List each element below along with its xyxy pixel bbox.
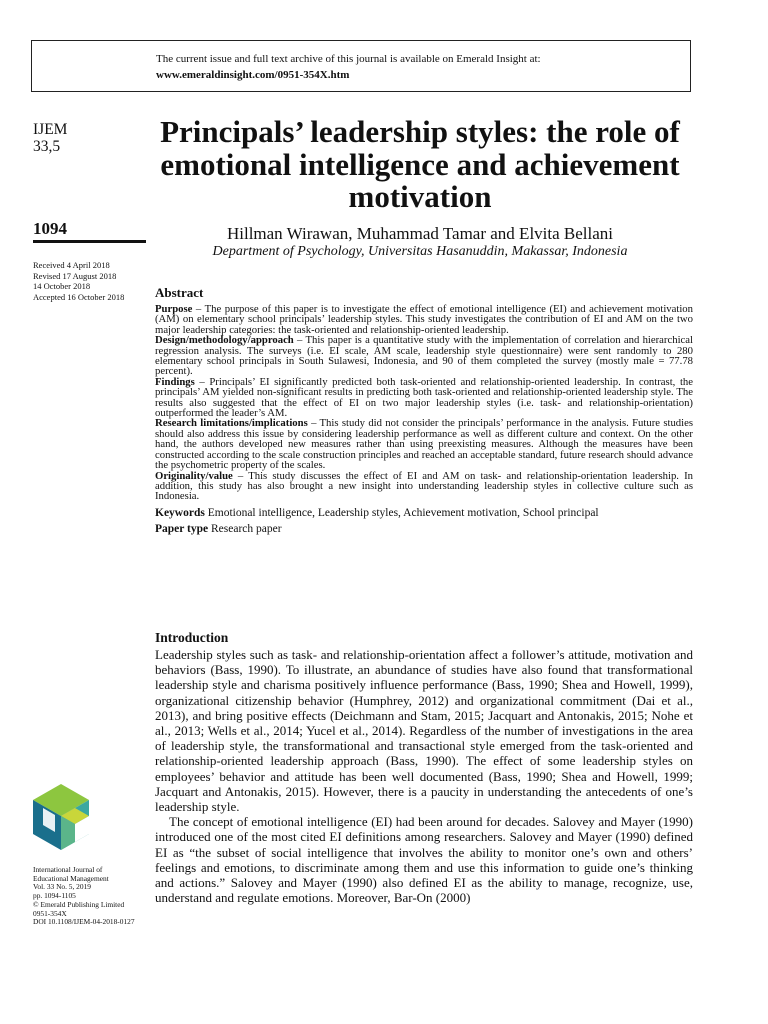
article-title: Principals’ leadership styles: the role of emotional intelligence and achievement motivation [160, 114, 680, 214]
citation-line: pp. 1094-1105 [33, 891, 76, 901]
article-authors: Hillman Wirawan, Muhammad Tamar and Elvita Bellani [226, 224, 614, 243]
citation-line: International Journal of [33, 865, 103, 874]
section-label: Purpose [155, 303, 193, 315]
section-text: – Principals’ EI significantly predicted both task-oriented and relationship-oriented leadership. In contrast, the principals’ AM yielded non-significant results in predicting both task-oriented and relationship-oriented leadership style. The results also suggested that the effect of EI on two major leadership styles (i.e. task- and relationship-orientation) outperformed the leader’s AM. [155, 375, 693, 420]
date-revised-2: 14 October 2018 [33, 281, 91, 292]
citation-line: Vol. 33 No. 5, 2019 [33, 882, 91, 892]
journal-abbr: IJEM [33, 121, 68, 138]
citation-doi: DOI 10.1108/IJEM-04-2018-0127 [33, 917, 135, 927]
abstract-originality [155, 471, 693, 502]
journal-url-link[interactable]: www.emeraldinsight.com/0951-354X.htm [156, 69, 350, 81]
section-text: – This paper is a quantitative study with the implementation of correlation and hierarchical regression analysis. The surveys (i.e. EI scale, AM scale, leadership style questionnaire) were sent randomly to 280 elementary school principals in South Sulawesi, Indonesia, and 90 of them completed the survey (mostly male = 77.78 percent). [155, 334, 693, 378]
section-label: Originality/value [155, 469, 233, 482]
abstract [155, 285, 693, 536]
section-text: – This study did not consider the principals’ performance in the analysis. Future studies should also address this issue by considering leadership performance as well as different culture and context. On the other hand, the authors developed new measures rather than using preexisting measures. Although the measures have been constructed according to the scale construction principles and reached an acceptable standard, future research should advance the psychometric property of the scales. [155, 417, 694, 472]
citation-line: © Emerald Publishing Limited [33, 899, 125, 909]
keywords-text: Emotional intelligence, Leadership styles, Achievement motivation, School principal [204, 506, 599, 519]
abstract-findings [155, 377, 693, 419]
section-label: Design/methodology/approach [155, 334, 294, 347]
citation-line: Educational Management [33, 873, 109, 883]
journal-code [33, 121, 67, 155]
abstract-purpose [155, 304, 693, 335]
introduction-heading: Introduction [155, 630, 229, 645]
keywords [155, 506, 693, 520]
notice-text: The current issue and full text archive of this journal is available on Emerald Insight at: [156, 53, 541, 65]
paper-type-label: Paper type [155, 522, 209, 535]
volume-issue: 33,5 [33, 138, 61, 155]
submission-dates [33, 260, 124, 302]
section-text: – This study discusses the effect of EI and AM on task- and relationship-orientation leadership. In addition, this study has also brought a new insight into understanding leadership styles in collective culture such as Indonesia. [155, 469, 693, 503]
page-number-rule [33, 240, 146, 243]
abstract-heading: Abstract [155, 285, 204, 300]
intro-paragraph-2: The concept of emotional intelligence (EI) had been around for decades. Salovey and Mayer (1990) introduced one of the most cited EI definitions among researchers. Salovey and Mayer (1990) defined EI as “the subset of social intelligence that involves the ability to monitor one’s own and others’ feelings and emotions, to discriminate among them and use this information to guide one’s thinking and actions.” Salovey and Mayer (1990) also defined EI as the ability to manage, recognize, use, understand and regulate emotions. Moreover, Bar-On (2000) [155, 814, 693, 906]
section-label: Findings [155, 375, 195, 388]
date-revised: Revised 17 August 2018 [33, 270, 117, 281]
section-label: Research limitations/implications [155, 417, 308, 430]
journal-access-notice [31, 40, 691, 92]
paper-type-text: Research paper [208, 522, 282, 535]
citation-line: 0951-354X [33, 908, 67, 918]
section-text: – The purpose of this paper is to investigate the effect of emotional intelligence (EI) and achievement motivation (AM) on elementary school principals’ leadership styles. This study investigates the contribution of EI and AM on the two major leadership categories: the task-oriented and relationship-oriented leadership. [155, 303, 693, 336]
author-affiliation: Department of Psychology, Universitas Hasanuddin, Makassar, Indonesia [212, 244, 628, 259]
page-number: 1094 [33, 219, 67, 238]
date-received: Received 4 April 2018 [33, 260, 110, 270]
keywords-label: Keywords [155, 506, 205, 519]
intro-paragraph-1: Leadership styles such as task- and relationship-orientation affect a follower’s attitude, motivation and behaviors (Bass, 1990). To illustrate, an abundance of studies have also found that transformational leadership style and charisma positively influence performance (Bass, 1990; Shea and Howell, 1999), organizational citizenship behavior (Humphrey, 2012) and organizational commitment (Dai et al., 2013), and bring positive effects (Deichmann and Stam, 2015; Jacquart and Antonakis, 2015; Nohe et al., 2013; Wells et al., 2014; Yucel et al., 2014). Regardless of the number of investigations in the area of leadership style, the transformational and transactional style emerged from the task-oriented and relationship-oriented leadership approach (Bass, 1990). The effect of some leadership styles on employees’ behavior and attitude has been well documented (Bass, 1990; Shea and Howell, 1999; Jacquart and Antonakis, 2015). However, there is a paucity in understanding the antecedents of one’s leadership style. [155, 647, 693, 815]
date-accepted: Accepted 16 October 2018 [33, 291, 125, 302]
emerald-logo-icon [31, 782, 91, 852]
introduction-section [155, 630, 693, 905]
journal-citation [33, 866, 135, 927]
abstract-limitations [155, 418, 693, 470]
paper-type [155, 522, 693, 536]
abstract-design [155, 335, 693, 377]
